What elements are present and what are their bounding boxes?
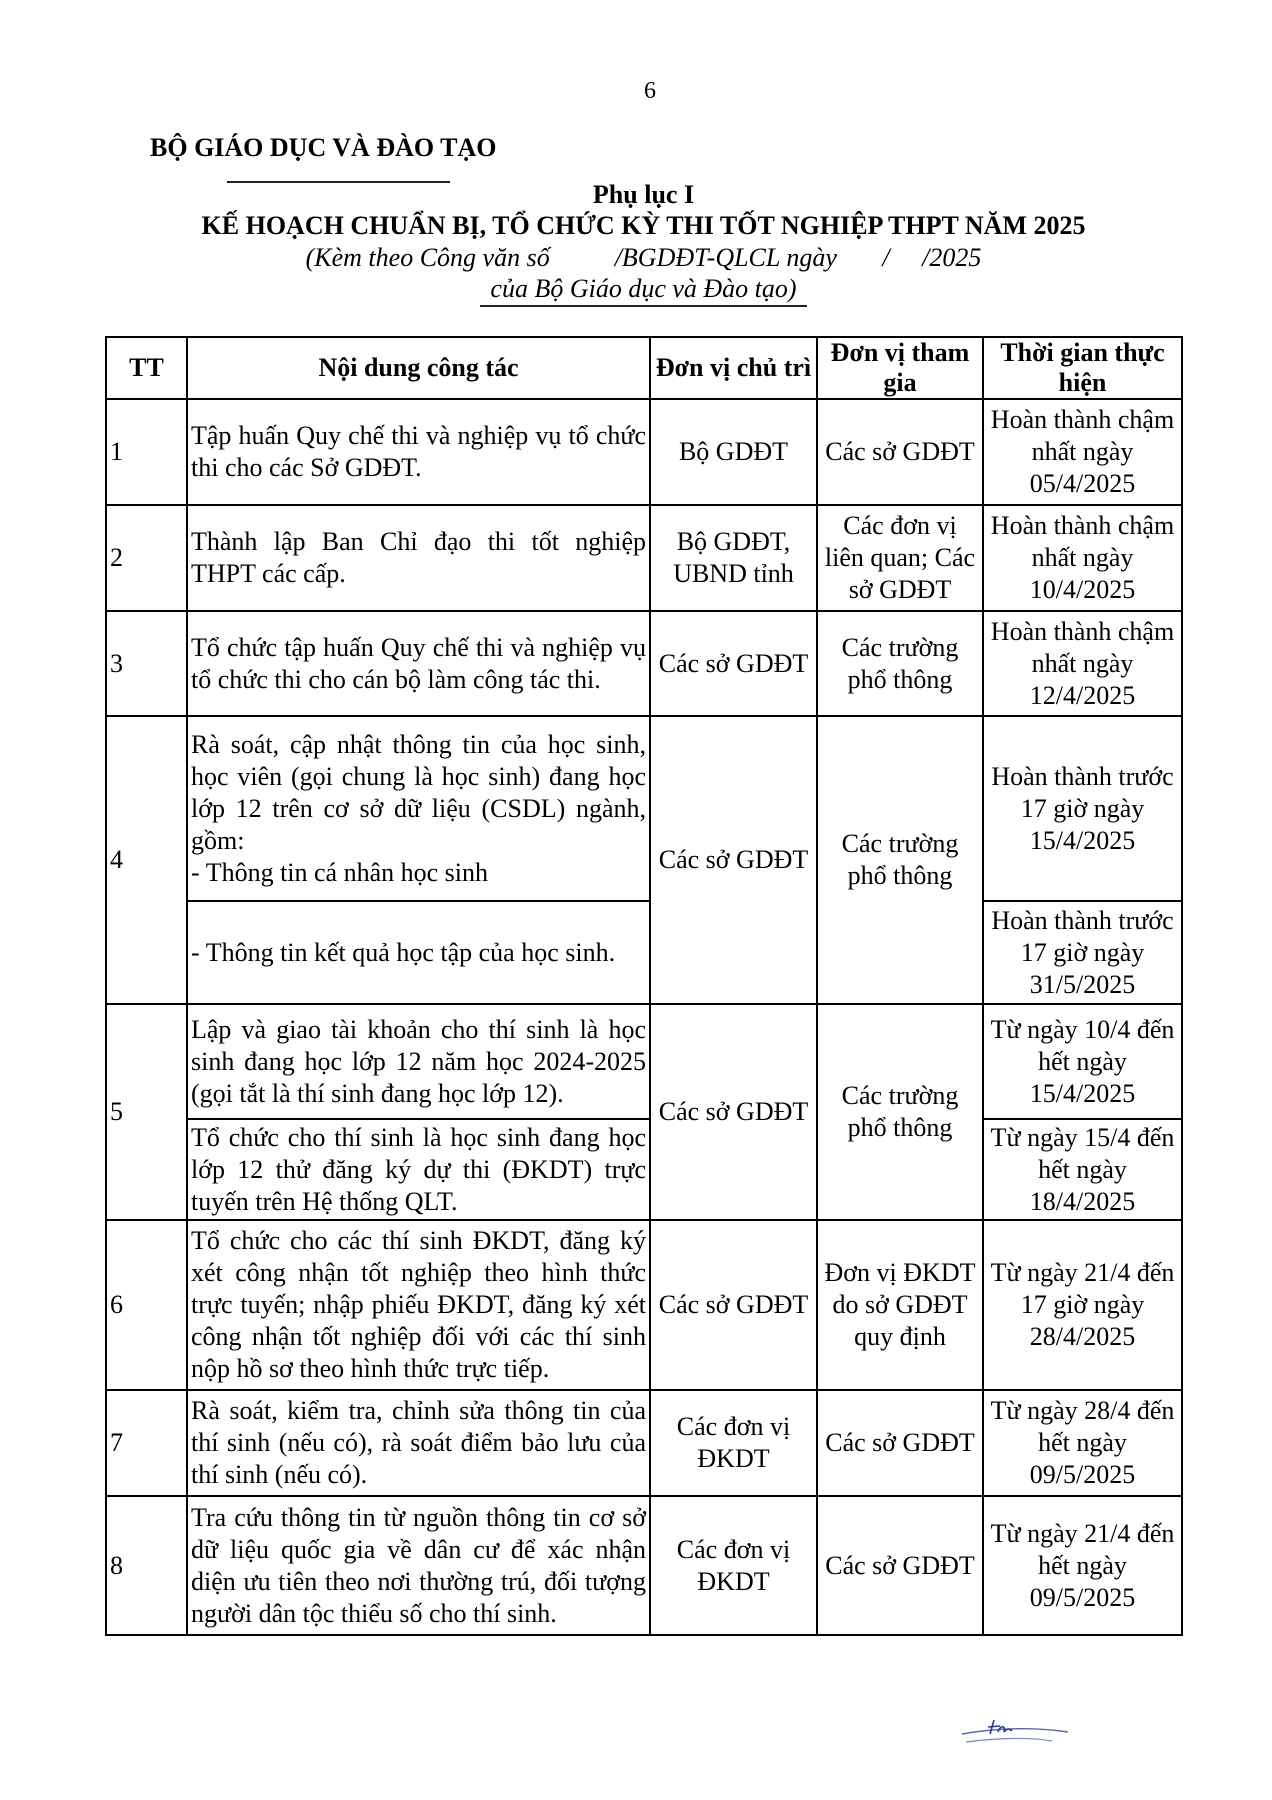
document-title: KẾ HOẠCH CHUẨN BỊ, TỔ CHỨC KỲ THI TỐT NGHIỆP THPT NĂM 2025 — [201, 211, 1086, 240]
row-number: 1 — [106, 399, 187, 505]
lead-unit: Các đơn vị ĐKDT — [650, 1496, 817, 1635]
task-content: Thành lập Ban Chỉ đạo thi tốt nghiệp THPT các cấp. — [187, 505, 650, 611]
table-row — [106, 1004, 1182, 1119]
task-content: Lập và giao tài khoản cho thí sinh là học sinh đang học lớp 12 năm học 2024-2025 (gọi tắt là thí sinh đang học lớp 12). — [187, 1004, 650, 1119]
header-tt: TT — [106, 337, 187, 399]
row-number: 5 — [106, 1004, 187, 1220]
timeline: Từ ngày 15/4 đến hết ngày 18/4/2025 — [983, 1119, 1182, 1220]
row-number: 7 — [106, 1390, 187, 1496]
participating-unit: Các sở GDĐT — [817, 1496, 983, 1635]
participating-unit: Các sở GDĐT — [817, 1390, 983, 1496]
task-content: Tổ chức cho các thí sinh ĐKDT, đăng ký xét công nhận tốt nghiệp theo hình thức trực tuyến; nhập phiếu ĐKDT, đăng ký xét công nhận tốt nghiệp đối với các thí sinh nộp hồ sơ theo hình thức trực tiếp. — [187, 1220, 650, 1390]
task-content — [187, 716, 650, 901]
timeline: Từ ngày 28/4 đến hết ngày 09/5/2025 — [983, 1390, 1182, 1496]
reference-line: (Kèm theo Công văn số /BGDĐT-QLCL ngày / /2025 — [305, 243, 982, 272]
timeline: Từ ngày 21/4 đến hết ngày 09/5/2025 — [983, 1496, 1182, 1635]
task-content: Rà soát, kiểm tra, chỉnh sửa thông tin của thí sinh (nếu có), rà soát điểm bảo lưu của thí sinh (nếu có). — [187, 1390, 650, 1496]
table-subrow — [106, 1119, 1182, 1220]
lead-unit: Các đơn vị ĐKDT — [650, 1390, 817, 1496]
row-number: 6 — [106, 1220, 187, 1390]
header-timeline: Thời gian thực hiện — [983, 337, 1182, 399]
table-row — [106, 716, 1182, 901]
participating-unit: Các trường phổ thông — [817, 1004, 983, 1220]
task-content-subitem: - Thông tin cá nhân học sinh — [191, 857, 489, 887]
table-row — [106, 505, 1182, 611]
row-number: 8 — [106, 1496, 187, 1635]
timeline: Từ ngày 10/4 đến hết ngày 15/4/2025 — [983, 1004, 1182, 1119]
lead-unit: Các sở GDĐT — [650, 1220, 817, 1390]
table-row — [106, 399, 1182, 505]
timeline: Hoàn thành trước 17 giờ ngày 31/5/2025 — [983, 901, 1182, 1004]
plan-table — [105, 336, 1183, 1636]
table-row — [106, 1496, 1182, 1635]
participating-unit: Đơn vị ĐKDT do sở GDĐT quy định — [817, 1220, 983, 1390]
table-row — [106, 611, 1182, 716]
lead-unit: Các sở GDĐT — [650, 1004, 817, 1220]
task-content: Tổ chức cho thí sinh là học sinh đang học lớp 12 thử đăng ký dự thi (ĐKDT) trực tuyến trên Hệ thống QLT. — [187, 1119, 650, 1220]
issuer-line — [106, 274, 1181, 304]
lead-unit: Các sở GDĐT — [650, 611, 817, 716]
table-subrow — [106, 901, 1182, 1004]
lead-unit: Bộ GDĐT, UBND tỉnh — [650, 505, 817, 611]
row-number: 4 — [106, 716, 187, 1004]
page-number: 6 — [644, 78, 656, 104]
lead-unit: Bộ GDĐT — [650, 399, 817, 505]
task-content: Tập huấn Quy chế thi và nghiệp vụ tổ chức thi cho các Sở GDĐT. — [187, 399, 650, 505]
timeline: Từ ngày 21/4 đến 17 giờ ngày 28/4/2025 — [983, 1220, 1182, 1390]
timeline: Hoàn thành chậm nhất ngày 05/4/2025 — [983, 399, 1182, 505]
issuer-text: của Bộ Giáo dục và Đào tạo) — [480, 274, 806, 307]
row-number: 2 — [106, 505, 187, 611]
issuing-agency: BỘ GIÁO DỤC VÀ ĐÀO TẠO — [150, 133, 497, 162]
table-row — [106, 1390, 1182, 1496]
task-content: Tổ chức tập huấn Quy chế thi và nghiệp vụ tổ chức thi cho cán bộ làm công tác thi. — [187, 611, 650, 716]
participating-unit: Các sở GDĐT — [817, 399, 983, 505]
participating-unit: Các trường phổ thông — [817, 716, 983, 1004]
header-participating-unit: Đơn vị tham gia — [817, 337, 983, 399]
table-row — [106, 1220, 1182, 1390]
participating-unit: Các đơn vị liên quan; Các sở GDĐT — [817, 505, 983, 611]
signature-initials-icon — [960, 1712, 1070, 1752]
row-number: 3 — [106, 611, 187, 716]
timeline: Hoàn thành chậm nhất ngày 10/4/2025 — [983, 505, 1182, 611]
participating-unit: Các trường phổ thông — [817, 611, 983, 716]
timeline: Hoàn thành chậm nhất ngày 12/4/2025 — [983, 611, 1182, 716]
timeline: Hoàn thành trước 17 giờ ngày 15/4/2025 — [983, 716, 1182, 901]
appendix-label: Phụ lục I — [592, 180, 695, 209]
task-content-subitem: - Thông tin kết quả học tập của học sinh. — [187, 901, 650, 1004]
header-content: Nội dung công tác — [187, 337, 650, 399]
table-header-row — [106, 337, 1182, 399]
task-content-intro: Rà soát, cập nhật thông tin của học sinh, học viên (gọi chung là học sinh) đang học lớp 12 trên cơ sở dữ liệu (CSDL) ngành, gồm: — [191, 729, 646, 855]
lead-unit: Các sở GDĐT — [650, 716, 817, 1004]
task-content: Tra cứu thông tin từ nguồn thông tin cơ sở dữ liệu quốc gia về dân cư để xác nhận diện ưu tiên theo nơi thường trú, đối tượng người dân tộc thiểu số cho thí sinh. — [187, 1496, 650, 1635]
header-lead-unit: Đơn vị chủ trì — [650, 337, 817, 399]
